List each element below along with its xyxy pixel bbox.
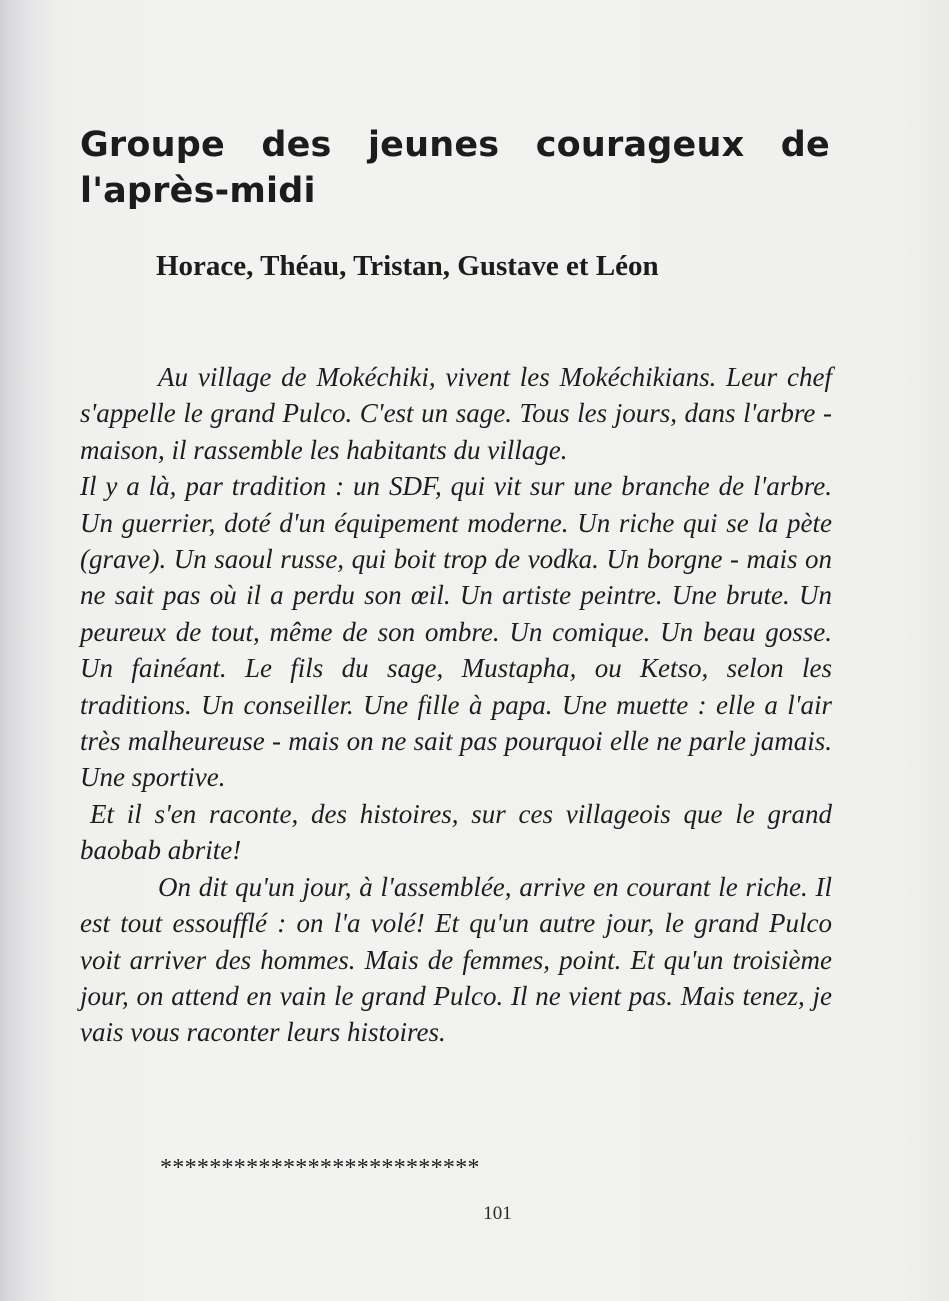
section-separator: ************************** xyxy=(160,1155,480,1181)
chapter-title: Groupe des jeunes courageux de l'après-midi xyxy=(80,125,830,211)
chapter-authors: Horace, Théau, Tristan, Gustave et Léon xyxy=(156,250,659,282)
paragraph-4: On dit qu'un jour, à l'assemblée, arrive en courant le riche. Il est tout essoufflé : on l'a volé! Et qu'un autre jour, le grand Pulco voit arriver des hommes. Mais de femmes, point. Et qu'un troisième jour, on attend en vain le grand Pulco. Il ne vient pas. Mais tenez, je vais vous raconter leurs histoires. xyxy=(80,871,832,1048)
paragraph-1: Au village de Mokéchiki, vivent les Mokéchikians. Leur chef s'appelle le grand Pulco. C'est un sage. Tous les jours, dans l'arbre - maison, il rassemble les habitants du village. xyxy=(80,362,832,465)
body-text xyxy=(80,359,832,1051)
paragraph-2: Il y a là, par tradition : un SDF, qui vit sur une branche de l'arbre. Un guerrier, doté d'un équipement moderne. Un riche qui se la pète (grave). Un saoul russe, qui boit trop de vodka. Un borgne - mais on ne sait pas où il a perdu son œil. Un artiste peintre. Une brute. Un peureux de tout, même de son ombre. Un comique. Un beau gosse. Un fainéant. Le fils du sage, Mustapha, ou Ketso, selon les traditions. Un conseiller. Une fille à papa. Une muette : elle a l'air très malheureuse - mais on ne sait pas pourquoi elle ne parle jamais. Une sportive. xyxy=(80,471,832,793)
paragraph-3: Et il s'en raconte, des histoires, sur ces villageois que le grand baobab abrite! xyxy=(80,798,832,866)
page-number: 101 xyxy=(483,1203,512,1224)
